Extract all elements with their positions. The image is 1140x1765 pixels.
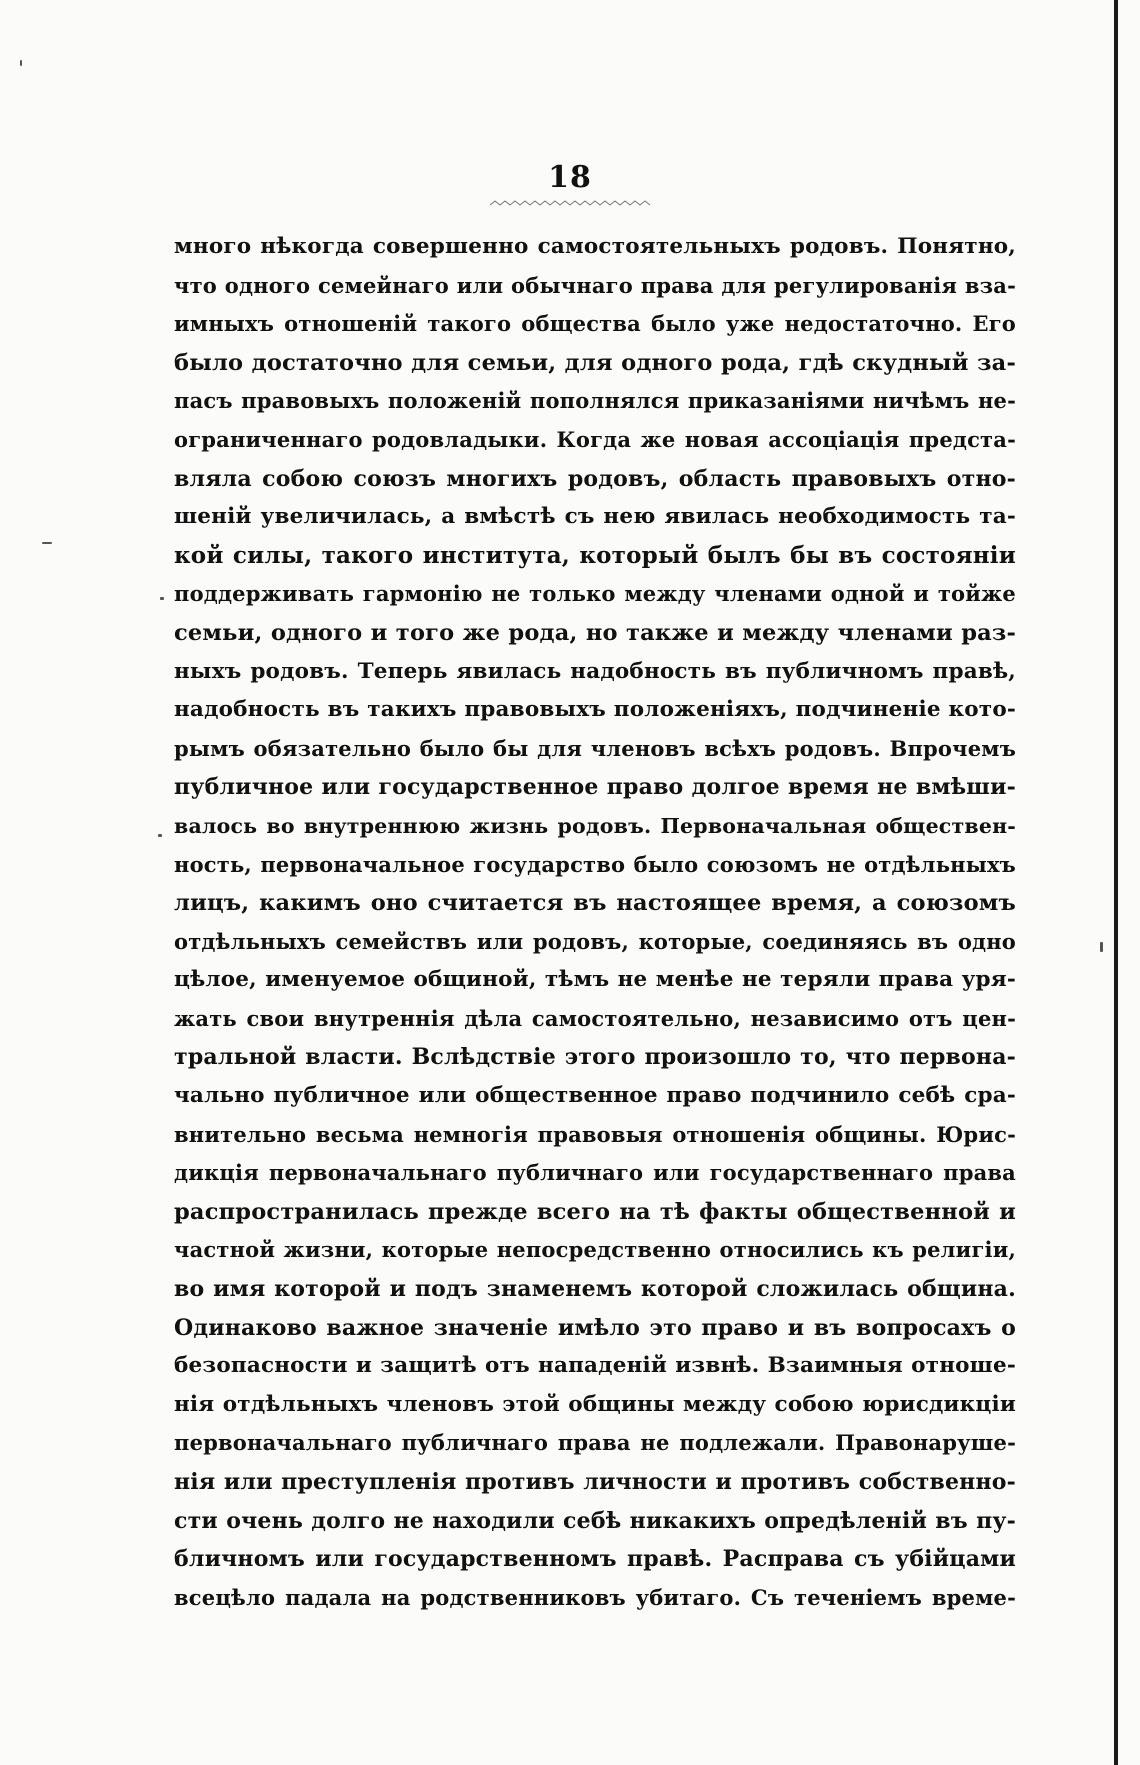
scan-speck bbox=[20, 60, 22, 66]
text-line: безопасности и защитѣ отъ нападеній извнѣ. Взаимныя отноше- bbox=[174, 1353, 1016, 1379]
text-line: отдѣльныхъ семействъ или родовъ, которые, соединяясь въ одно bbox=[174, 928, 1016, 954]
text-line: жать свои внутреннія дѣла самостоятельно, независимо отъ цен- bbox=[174, 1005, 1016, 1031]
text-line: чально публичное или общественное право подчинило себѣ сра- bbox=[174, 1083, 1016, 1109]
text-line: что одного семейнаго или обычнаго права для регулированія вза- bbox=[174, 272, 1016, 298]
text-line: внительно весьма немногія правовыя отношенія общины. Юрис- bbox=[174, 1121, 1016, 1147]
text-line: рымъ обязательно было бы для членовъ всѣхъ родовъ. Впрочемъ bbox=[174, 735, 1016, 761]
page-number: 18 bbox=[548, 160, 592, 195]
text-line: валось во внутреннюю жизнь родовъ. Первоначальная обществен- bbox=[174, 813, 1016, 838]
text-line: во имя которой и подъ знаменемъ которой сложилась община. bbox=[174, 1276, 1016, 1303]
text-line: ныхъ родовъ. Теперь явилась надобность въ публичномъ правѣ, bbox=[174, 658, 1016, 684]
text-line: лицъ, какимъ оно считается въ настоящее время, а союзомъ bbox=[174, 890, 1016, 917]
scan-speck bbox=[160, 597, 164, 600]
text-line: Одинаково важное значеніе имѣло это право и въ вопросахъ о bbox=[174, 1314, 1016, 1341]
text-line: первоначальнаго публичнаго права не подлежали. Правонаруше- bbox=[174, 1430, 1016, 1456]
text-line: ность, первоначальное государство было союзомъ не отдѣльныхъ bbox=[174, 851, 1016, 877]
text-line: пасъ правовыхъ положеній пополнялся приказаніями ничѣмъ не- bbox=[174, 388, 1016, 414]
page-number-ornament bbox=[490, 199, 650, 207]
text-line: бличномъ или государственномъ правѣ. Расправа съ убійцами bbox=[174, 1546, 1016, 1573]
scan-speck bbox=[42, 542, 52, 544]
text-line: было достаточно для семьи, для одного рода, гдѣ скудный за- bbox=[174, 349, 1016, 376]
text-line: сти очень долго не находили себѣ никакихъ опредѣленій въ пу- bbox=[174, 1507, 1016, 1534]
text-line: дикція первоначальнаго публичнаго или государственнаго права bbox=[174, 1160, 1016, 1186]
text-line: семьи, одного и того же рода, но также и между членами раз- bbox=[174, 619, 1016, 646]
text-line: нія или преступленія противъ личности и противъ собственно- bbox=[174, 1469, 1016, 1495]
text-line: частной жизни, которые непосредственно относились къ религіи, bbox=[174, 1237, 1016, 1263]
text-line: тральной власти. Вслѣдствіе этого произошло то, что первона- bbox=[174, 1044, 1016, 1071]
scan-speck bbox=[158, 834, 162, 837]
text-line: всецѣло падала на родственниковъ убитаго. Съ теченіемъ време- bbox=[174, 1584, 1016, 1610]
page-edge-rule bbox=[1114, 0, 1118, 1765]
text-line: много нѣкогда совершенно самостоятельныхъ родовъ. Понятно, bbox=[174, 234, 1016, 259]
text-line: шеній увеличилась, а вмѣстѣ съ нею явилась необходимость та- bbox=[174, 504, 1016, 530]
text-line: распространилась прежде всего на тѣ факты общественной и bbox=[174, 1198, 1016, 1225]
text-line: вляла собою союзъ многихъ родовъ, область правовыхъ отно- bbox=[174, 465, 1016, 492]
page-header bbox=[0, 160, 1140, 207]
text-line: цѣлое, именуемое общиной, тѣмъ не менѣе не теряли права уря- bbox=[174, 967, 1016, 993]
text-line: публичное или государственное право долгое время не вмѣши- bbox=[174, 774, 1016, 801]
text-line: кой силы, такого института, который былъ бы въ состояніи bbox=[174, 541, 1016, 569]
text-line: поддерживать гармонію не только между членами одной и тойже bbox=[174, 581, 1016, 607]
text-line: ограниченнаго родовладыки. Когда же новая ассоціація предста- bbox=[174, 426, 1016, 452]
text-line: имныхъ отношеній такого общества было уже недостаточно. Его bbox=[174, 311, 1016, 337]
text-line: надобность въ такихъ правовыхъ положеніяхъ, подчиненіе кото- bbox=[174, 697, 1016, 723]
body-text bbox=[174, 228, 1016, 1617]
text-line: нія отдѣльныхъ членовъ этой общины между собою юрисдикціи bbox=[174, 1391, 1016, 1417]
scan-speck bbox=[1100, 942, 1103, 952]
